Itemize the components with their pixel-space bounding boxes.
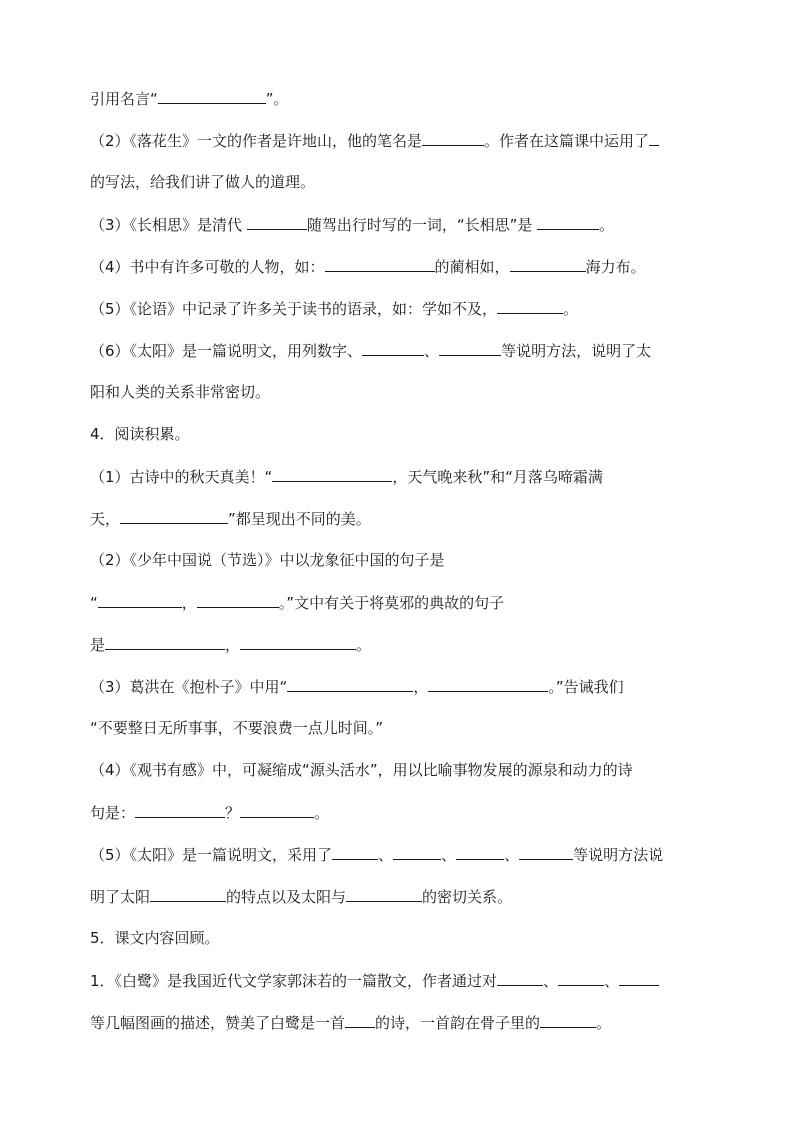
line-taiyang-2 [90,844,663,865]
line-baopuzi-cont [90,718,383,738]
text: 天， [90,510,121,528]
answer-blank[interactable] [135,802,225,818]
answer-blank[interactable] [150,886,226,902]
answer-blank[interactable] [105,634,225,650]
answer-blank[interactable] [247,214,307,230]
text: 。 [314,804,330,822]
line-luohuasheng [90,130,659,151]
text: ， [181,594,197,612]
line-autumn-poems-cont [90,508,371,529]
text: 的密切关系。 [422,888,513,906]
text: ”都呈现出不同的美。 [228,510,371,528]
text: “ [90,594,98,612]
answer-blank[interactable] [422,130,484,146]
line-shaonian-zhongguo [90,550,445,570]
text: （2）《少年中国说（节选）》中以龙象征中国的句子是 [90,551,445,569]
line-guanshu-answer [90,802,329,823]
line-lunyu [90,298,578,319]
line-shaonian-dragon [90,592,504,613]
text: （6）《太阳》是一篇说明文，用列数字、 [90,342,363,360]
text: ”。 [265,90,289,108]
text: 。作者在这篇课中运用了 [484,132,650,150]
line-changxiangsi [90,214,614,235]
answer-blank[interactable] [287,676,413,692]
line-quote-famous-saying [90,88,289,109]
answer-blank[interactable] [197,592,279,608]
text: 、 [424,342,440,360]
answer-blank[interactable] [428,676,548,692]
text: 海力布。 [585,258,646,276]
text: 。 [599,216,615,234]
text: 。”告诫我们 [548,678,624,696]
answer-blank[interactable] [619,970,659,986]
text: ， [225,636,241,654]
text: 。”文中有关于将莫邪的典故的句子 [278,594,505,612]
answer-blank[interactable] [346,886,422,902]
text: 、 [604,972,620,990]
answer-blank[interactable] [120,508,228,524]
text: ，天气晚来秋”和“月落乌啼霜满 [392,468,603,486]
text: “不要整日无所事事，不要浪费一点儿时间。” [90,719,384,737]
text: 明了太阳 [90,888,151,906]
text: 、 [504,846,520,864]
line-shaonian-moye [90,634,371,655]
text: （5）《太阳》是一篇说明文，采用了 [90,846,333,864]
text: （3）《长相思》是清代 [90,216,247,234]
answer-blank[interactable] [332,844,378,860]
answer-blank[interactable] [649,130,659,146]
text: 。 [356,636,372,654]
answer-blank[interactable] [393,844,441,860]
text: 等说明方法说 [573,846,664,864]
text: 。 [563,300,579,318]
text: 等几幅图画的描述，赞美了白鹭是一首 [90,1014,346,1032]
answer-blank[interactable] [240,634,356,650]
text: （1）古诗中的秋天真美！“ [90,468,273,486]
text: 随驾出行时写的一词，“长相思”是 [306,216,538,234]
answer-blank[interactable] [497,298,563,314]
text: （4）《观书有感》中，可凝缩成“源头活水”，用以比喻事物发展的源泉和动力的诗 [90,761,633,779]
text: ， [413,678,429,696]
line-bailu [90,970,659,991]
line-bailu-cont [90,1012,611,1033]
answer-blank[interactable] [362,340,424,356]
text: 的特点以及太阳与 [226,888,347,906]
text: 的蔺相如， [434,258,510,276]
text: 等说明方法，说明了太 [501,342,652,360]
answer-blank[interactable] [519,844,573,860]
line-taiyang-1 [90,340,651,361]
answer-blank[interactable] [272,466,392,482]
answer-blank[interactable] [345,1012,375,1028]
line-guanshu-yougan [90,760,633,780]
text: 的写法，给我们讲了做人的道理。 [90,173,316,191]
line-taiyang-2-cont [90,886,512,907]
text: 5．课文内容回顾。 [90,929,220,947]
answer-blank[interactable] [558,970,604,986]
answer-blank[interactable] [540,1012,596,1028]
line-luohuasheng-cont [90,172,315,192]
section-4-heading [90,424,190,444]
answer-blank[interactable] [510,256,586,272]
text: ？ [225,804,241,822]
section-5-heading [90,928,220,948]
answer-blank[interactable] [158,88,266,104]
answer-blank[interactable] [497,970,543,986]
text: 的诗，一首韵在骨子里的 [375,1014,541,1032]
text: 、 [378,846,394,864]
text: 引用名言“ [90,90,158,108]
text: （4）书中有许多可敬的人物，如： [90,258,325,276]
answer-blank[interactable] [240,802,314,818]
text: （3）葛洪在《抱朴子》中用“ [90,678,288,696]
line-autumn-poems [90,466,603,487]
text: 4．阅读积累。 [90,425,190,443]
text: 阳和人类的关系非常密切。 [90,383,271,401]
answer-blank[interactable] [537,214,599,230]
text: （5）《论语》中记录了许多关于读书的语录，如：学如不及， [90,300,498,318]
line-taiyang-1-cont [90,382,270,402]
text: 是 [90,636,106,654]
line-respectable-figures [90,256,646,277]
text: 、 [441,846,457,864]
line-baopuzi [90,676,624,697]
text: 句是： [90,804,136,822]
text: 1．《白鹭》是我国近代文学家郭沫若的一篇散文，作者通过对 [90,972,498,990]
answer-blank[interactable] [98,592,182,608]
answer-blank[interactable] [456,844,504,860]
text: （2）《落花生》一文的作者是许地山，他的笔名是 [90,132,423,150]
answer-blank[interactable] [325,256,435,272]
text: 、 [543,972,559,990]
text: 。 [596,1014,612,1032]
answer-blank[interactable] [439,340,501,356]
